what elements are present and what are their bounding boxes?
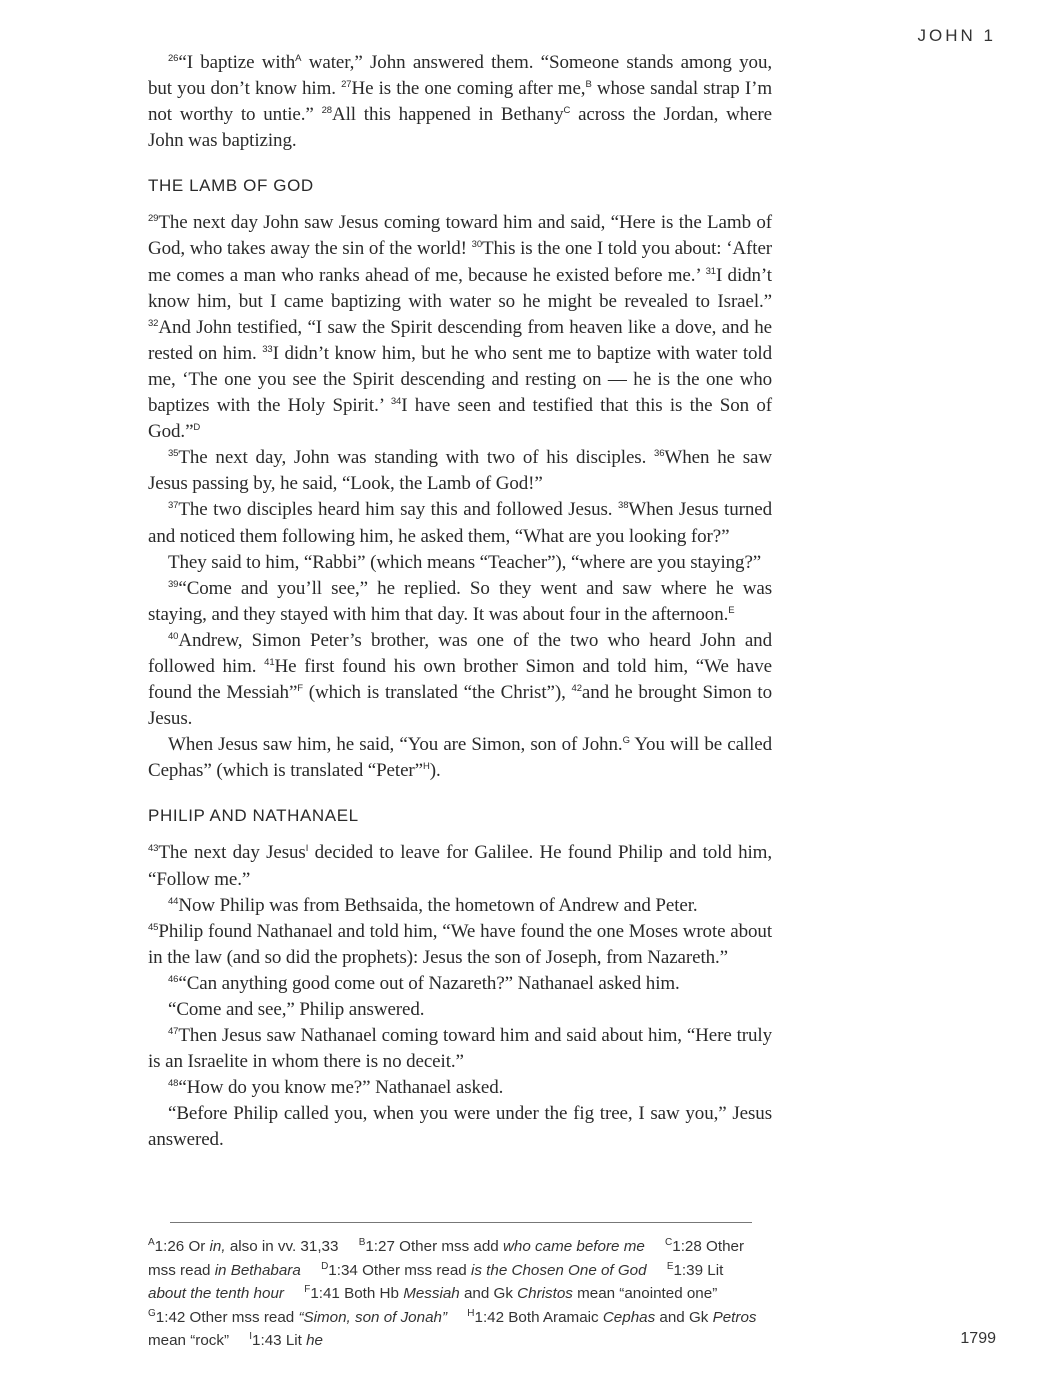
verse-text: Now Philip was from Bethsaida, the hometown of Andrew and Peter. <box>178 894 698 916</box>
verse-number: 37 <box>168 500 179 512</box>
page-number: 1799 <box>960 1330 996 1347</box>
paragraph-v40-42 <box>148 628 772 732</box>
verse-text: He first found his own brother Simon and told him, “We have found the Messiah” <box>148 655 773 704</box>
verse-text: They said to him, “Rabbi” (which means “Teacher”), “where are you staying?” <box>168 551 762 573</box>
scripture-text <box>148 50 772 1154</box>
verse-number: 40 <box>168 630 179 642</box>
footnote-marker[interactable]: A <box>295 53 302 64</box>
footnote-italic: about the tenth hour <box>148 1285 284 1303</box>
verse-text: I have seen and testified that this is the Son of God.” <box>148 395 772 443</box>
paragraph-v29-34 <box>148 210 772 445</box>
verse-text: And John testified, “I saw the Spirit descending from heaven like a dove, and he rested on him. <box>148 316 772 364</box>
footnote-text: mean “anointed one” <box>572 1285 718 1303</box>
verse-number: 29 <box>148 213 159 225</box>
paragraph-v46 <box>148 971 772 997</box>
verse-number: 43 <box>148 843 159 855</box>
footnote-letter: E <box>666 1260 674 1272</box>
paragraph-v35-36 <box>148 445 772 497</box>
verse-text: The next day, John was standing with two of his disciples. <box>178 447 655 469</box>
paragraph-v48 <box>148 1075 772 1101</box>
footnote-italic: Petros <box>712 1308 757 1326</box>
verse-number: 39 <box>168 578 179 590</box>
verse-number: 26 <box>168 53 179 64</box>
footnote-marker[interactable]: D <box>193 422 201 434</box>
footnote-marker[interactable]: G <box>622 735 630 747</box>
footnote-italic: is the Chosen One of God <box>470 1261 647 1279</box>
paragraph-v38b <box>148 550 772 576</box>
paragraph-v26-28 <box>148 50 772 154</box>
footnote-italic: Cephas <box>602 1308 656 1326</box>
footnote-marker[interactable]: B <box>585 79 592 91</box>
verse-number: 27 <box>341 79 352 91</box>
footnote-letter: C <box>665 1237 673 1248</box>
verse-number: 35 <box>168 448 179 460</box>
footnote-marker[interactable]: H <box>422 761 430 773</box>
footnote-marker[interactable]: F <box>297 683 303 695</box>
footnote-letter: F <box>304 1284 311 1296</box>
verse-text: This is the one I told you about: ‘After me comes a man who ranks ahead of me, because he existed before me.’ <box>148 238 773 286</box>
footnote-ref: 1:43 Lit <box>252 1332 307 1350</box>
verse-text: “Come and see,” Philip answered. <box>168 999 425 1020</box>
verse-number: 46 <box>168 973 179 985</box>
footnote-ref: 1:42 Other mss read <box>155 1308 299 1326</box>
verse-text: I didn’t know him, but I came baptizing with water so he might be revealed to Israel.” <box>148 264 772 312</box>
footnote-ref: 1:27 Other mss add <box>365 1238 503 1255</box>
footnote-marker[interactable]: E <box>728 604 735 616</box>
footnote-A <box>148 1238 338 1255</box>
footnote-ref: 1:34 Other mss read <box>328 1261 471 1279</box>
paragraph-v37-38 <box>148 497 772 549</box>
verse-number: 28 <box>321 105 332 117</box>
footnote-I <box>249 1332 323 1349</box>
verse-number: 41 <box>264 656 275 668</box>
footnote-letter: G <box>148 1307 156 1319</box>
footnote-text: and Gk <box>459 1285 518 1303</box>
verse-number: 32 <box>148 317 159 329</box>
verse-text: When Jesus turned and noticed them following him, he asked them, “What are you looking for?” <box>148 499 772 547</box>
footnote-text: mean “rock” <box>148 1332 230 1350</box>
verse-number: 44 <box>168 895 179 907</box>
footnote-letter: B <box>358 1237 366 1248</box>
verse-number: 38 <box>618 500 629 512</box>
verse-text: and he brought Simon to Jesus. <box>148 682 773 730</box>
paragraph-v46b <box>148 997 772 1023</box>
verse-text: “Before Philip called you, when you were under the fig tree, I saw you,” Jesus answered. <box>148 1103 772 1151</box>
footnote-italic: who came before me <box>502 1238 645 1255</box>
verse-text: He is the one coming after me, <box>351 78 586 100</box>
footnote-letter: D <box>321 1260 329 1272</box>
footnote-ref: 1:26 Or <box>154 1238 210 1255</box>
verse-text: The next day Jesus <box>158 842 306 864</box>
footnote-ref: 1:28 Other mss read <box>148 1238 745 1279</box>
footnote-G <box>148 1309 447 1326</box>
footnote-letter: H <box>467 1307 475 1319</box>
footnote-text: also in vv. 31,33 <box>225 1238 339 1255</box>
verse-number: 36 <box>654 448 665 460</box>
footnote-marker[interactable]: C <box>563 105 571 117</box>
verse-text: whose sandal strap I’m not worthy to untie.” <box>148 78 772 126</box>
verse-number: 45 <box>148 921 159 933</box>
footnote-divider <box>170 1222 752 1223</box>
verse-text: “Can anything good come out of Nazareth?” Nathanael asked him. <box>178 972 680 994</box>
verse-number: 42 <box>571 683 582 695</box>
paragraph-v47 <box>148 1023 772 1075</box>
verse-text: The two disciples heard him say this and followed Jesus. <box>178 499 619 521</box>
paragraph-v42b <box>148 732 772 784</box>
paragraph-v48b <box>148 1101 772 1153</box>
footnote-italic: in Bethabara <box>214 1261 301 1279</box>
verse-text: When he saw Jesus passing by, he said, “Look, the Lamb of God!” <box>148 447 772 495</box>
verse-number: 47 <box>168 1026 179 1038</box>
verse-text: Andrew, Simon Peter’s brother, was one of the two who heard John and followed him. <box>148 629 772 677</box>
paragraph-v44 <box>148 893 772 919</box>
verse-text: I didn’t know him, but he who sent me to baptize with water told me, ‘The one you see the Spirit descending and resting on — he is the one who baptizes with the Holy Spirit.’ <box>148 342 772 417</box>
footnote-ref: 1:42 Both Aramaic <box>474 1308 603 1326</box>
section-heading-lamb-of-god: THE LAMB OF GOD <box>148 176 314 196</box>
verse-number: 34 <box>390 396 402 408</box>
paragraph-v39 <box>148 576 772 628</box>
verse-text: The next day John saw Jesus coming toward him and said, “Here is the Lamb of God, who takes away the sin of the world! <box>148 212 772 260</box>
footnotes <box>148 1235 758 1353</box>
verse-text: “I baptize with <box>178 52 296 73</box>
running-head: JOHN 1 <box>917 26 996 45</box>
footnote-D <box>321 1262 647 1279</box>
verse-number: 30 <box>471 239 483 251</box>
footnote-italic: he <box>306 1332 323 1350</box>
verse-number: 31 <box>705 265 716 277</box>
footnote-italic: Christos <box>517 1285 573 1303</box>
footnote-italic: in, <box>209 1238 226 1255</box>
verse-text: across the Jordan, where John was baptizing. <box>148 104 772 152</box>
verse-text: You will be called Cephas” (which is translated “Peter” <box>148 734 772 782</box>
footnote-ref: 1:41 Both Hb <box>310 1285 404 1303</box>
paragraph-v45 <box>148 919 772 971</box>
paragraph-v43 <box>148 840 772 892</box>
footnote-ref: 1:39 Lit <box>673 1261 724 1279</box>
verse-text: Then Jesus saw Nathanael coming toward him and said about him, “Here truly is an Israelite in whom there is no deceit.” <box>148 1025 772 1073</box>
verse-text: When Jesus saw him, he said, “You are Simon, son of John. <box>168 734 623 756</box>
footnote-letter: I <box>249 1331 253 1343</box>
footnote-B <box>359 1238 645 1255</box>
footnote-letter: A <box>148 1237 155 1248</box>
footnote-italic: “Simon, son of Jonah” <box>298 1308 448 1326</box>
footnote-text: and Gk <box>655 1308 713 1326</box>
footnote-italic: Messiah <box>403 1285 460 1303</box>
verse-text: “Come and you’ll see,” he replied. So they went and saw where he was staying, and they stayed with him that day. It was about four in the afternoon. <box>148 577 772 625</box>
verse-text: (which is translated “the Christ”), <box>302 682 572 704</box>
verse-text: Philip found Nathanael and told him, “We have found the one Moses wrote about in the law (and so did the prophets): Jesus the son of Joseph, from Nazareth.” <box>148 920 772 968</box>
footnote-F <box>304 1285 717 1302</box>
verse-number: 48 <box>168 1078 179 1090</box>
verse-text: “How do you know me?” Nathanael asked. <box>178 1077 504 1099</box>
verse-number: 33 <box>262 343 273 355</box>
section-heading-philip-and-nathanael: PHILIP AND NATHANAEL <box>148 806 359 826</box>
verse-text: decided to leave for Galilee. He found Philip and told him, “Follow me.” <box>148 842 772 890</box>
verse-text: All this happened in Bethany <box>331 104 564 126</box>
verse-text: water,” John answered them. “Someone stands among you, but you don’t know him. <box>148 52 772 100</box>
footnote-marker[interactable]: I <box>305 843 309 855</box>
verse-text: ). <box>429 760 441 782</box>
